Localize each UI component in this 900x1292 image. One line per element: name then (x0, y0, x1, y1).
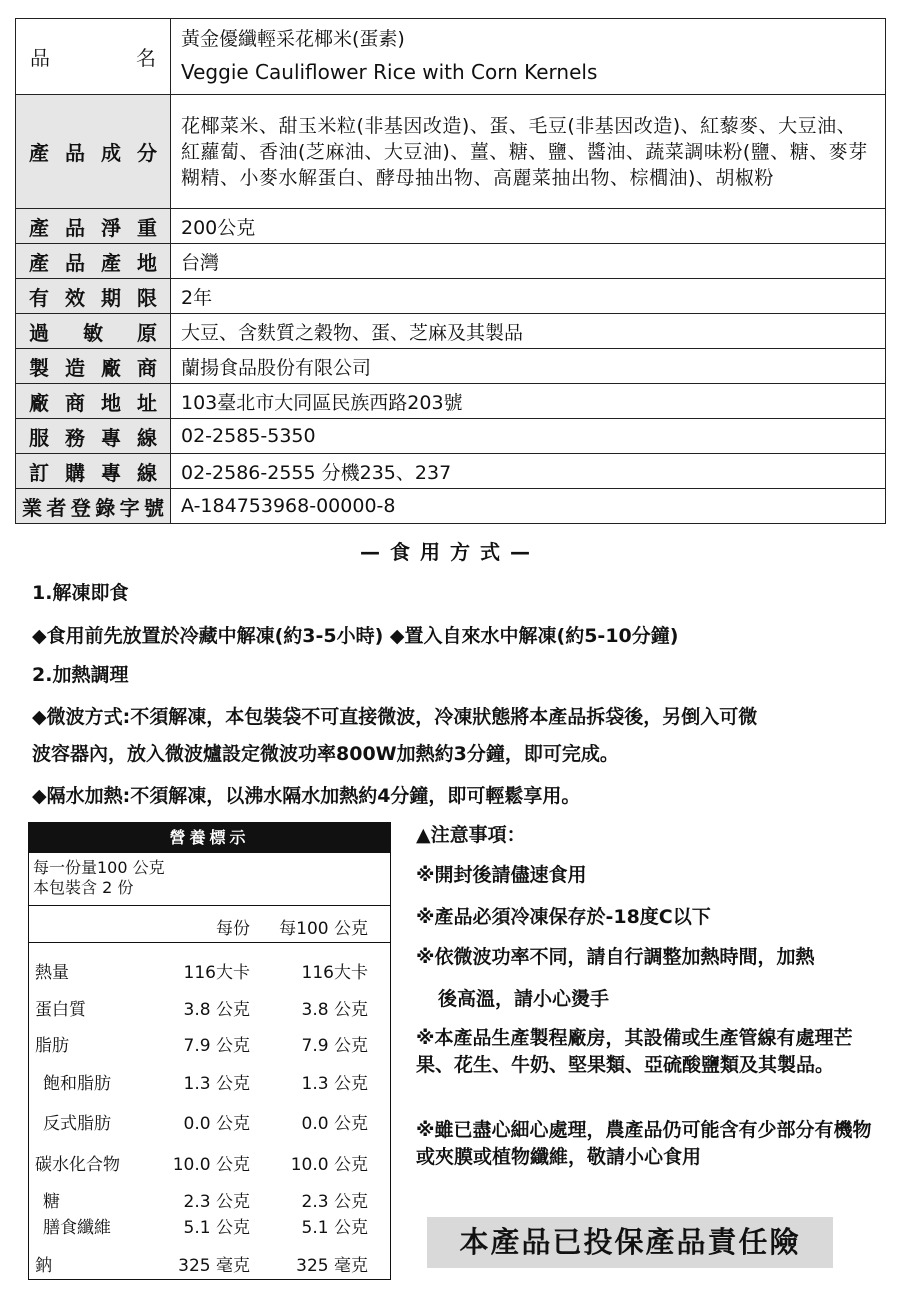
nutrition-title: 營養標示 (29, 823, 390, 853)
usage-title: —食用方式— (360, 540, 540, 564)
note-3a: ※依微波功率不同，請自行調整加熱時間，加熱 (416, 946, 815, 968)
nutrient-per-serving: 10.0 公克 (172, 1155, 250, 1175)
nutrient-name: 飽和脂肪 (43, 1074, 111, 1094)
serving-info (29, 853, 390, 906)
nutrition-row (29, 958, 390, 983)
note-1: ※開封後請儘速食用 (416, 864, 587, 886)
nutrient-per-serving: 7.9 公克 (183, 1036, 250, 1056)
usage-steam-line: ◆隔水加熱:不須解凍，以沸水隔水加熱約4分鐘，即可輕鬆享用。 (32, 785, 581, 807)
nutrient-per-100g: 116大卡 (301, 963, 368, 983)
nutrient-name: 碳水化合物 (35, 1155, 120, 1175)
notes-title: ▲注意事項： (416, 824, 526, 846)
maker-label: 製造廠商 (16, 349, 171, 384)
nutrient-name: 脂肪 (35, 1036, 69, 1056)
origin-value: 台灣 (171, 244, 886, 279)
shelf-life-label: 有效期限 (16, 279, 171, 314)
nutrition-row (29, 1251, 390, 1276)
order-line-value: 02-2586-2555 分機235、237 (171, 454, 886, 489)
product-name-en: Veggie Cauliflower Rice with Corn Kernels (181, 59, 598, 84)
usage-microwave-line-1: ◆微波方式:不須解凍，本包裝袋不可直接微波，冷凍狀態將本產品拆袋後，另倒入可微 (32, 706, 758, 728)
maker-value: 蘭揚食品股份有限公司 (171, 349, 886, 384)
usage-microwave-line-2: 波容器內，放入微波爐設定微波功率800W加熱約3分鐘，即可完成。 (32, 743, 619, 765)
nutrition-row (29, 1069, 390, 1094)
note-5: ※雖已盡心細心處理，農產品仍可能含有少部分有機物或夾膜或植物纖維，敬請小心食用 (416, 1119, 872, 1168)
nutrition-row (29, 1187, 390, 1212)
origin-label: 產品產地 (16, 244, 171, 279)
col-per-serving: 每份 (216, 919, 250, 939)
note-4: ※本產品生產製程廠房，其設備或生產管線有處理芒果、花生、牛奶、堅果類、亞硫酸鹽類及其製品。 (416, 1027, 853, 1076)
serving-size: 每一份量100 公克 (33, 858, 165, 877)
product-info-table (15, 18, 886, 524)
nutrient-per-100g: 3.8 公克 (301, 1000, 368, 1020)
product-name-zh: 黃金優纖輕采花椰米(蛋素) (181, 27, 405, 50)
nutrient-per-100g: 7.9 公克 (301, 1036, 368, 1056)
nutrient-per-100g: 5.1 公克 (301, 1218, 368, 1238)
address-label: 廠商地址 (16, 384, 171, 419)
usage-section-1-title: 1.解凍即食 (32, 582, 129, 604)
nutrition-facts-table (28, 822, 391, 1280)
nutrient-per-serving: 325 毫克 (178, 1256, 250, 1276)
nutrient-name: 膳食纖維 (43, 1218, 111, 1238)
nutrient-per-100g: 10.0 公克 (290, 1155, 368, 1175)
allergen-label: 過敏原 (16, 314, 171, 349)
shelf-life-value: 2年 (171, 279, 886, 314)
nutrient-per-100g: 2.3 公克 (301, 1192, 368, 1212)
nutrient-per-100g: 1.3 公克 (301, 1074, 368, 1094)
nutrient-name: 鈉 (35, 1256, 52, 1276)
address-value: 103臺北市大同區民族西路203號 (171, 384, 886, 419)
nutrient-name: 熱量 (35, 963, 69, 983)
nutrient-per-100g: 325 毫克 (296, 1256, 368, 1276)
service-line-label: 服務專線 (16, 419, 171, 454)
registration-value: A-184753968-00000-8 (171, 489, 886, 524)
col-per-100g: 每100 公克 (279, 919, 368, 939)
service-line-value: 02-2585-5350 (171, 419, 886, 454)
nutrition-row (29, 1150, 390, 1175)
order-line-label: 訂購專線 (16, 454, 171, 489)
nutrient-name: 蛋白質 (35, 1000, 86, 1020)
nutrition-row (29, 1031, 390, 1056)
weight-value: 200公克 (171, 209, 886, 244)
nutrient-per-serving: 3.8 公克 (183, 1000, 250, 1020)
nutrient-per-serving: 116大卡 (183, 963, 250, 983)
note-3b: 後高溫，請小心燙手 (438, 988, 610, 1010)
ingredients-label: 產品成分 (16, 95, 171, 209)
nutrition-row (29, 995, 390, 1020)
nutrient-per-serving: 2.3 公克 (183, 1192, 250, 1212)
nutrient-name: 反式脂肪 (43, 1114, 111, 1134)
insurance-banner: 本產品已投保產品責任險 (427, 1217, 833, 1268)
product-name (171, 19, 886, 95)
usage-section-2-title: 2.加熱調理 (32, 664, 129, 686)
ingredients-value: 花椰菜米、甜玉米粒(非基因改造)、蛋、毛豆(非基因改造)、紅藜麥、大豆油、紅蘿蔔、香油(芝麻油、大豆油)、薑、糖、鹽、醬油、蔬菜調味粉(鹽、糖、麥芽糊精、小麥水解蛋白、酵母抽出物、高麗菜抽出物、棕櫚油)、胡椒粉 (171, 95, 886, 209)
note-2: ※產品必須冷凍保存於-18度C以下 (416, 906, 711, 928)
name-label: 品名 (16, 19, 171, 95)
nutrient-per-100g: 0.0 公克 (301, 1114, 368, 1134)
servings-per-pack: 本包裝含 2 份 (33, 878, 134, 897)
usage-section-1-line: ◆食用前先放置於冷藏中解凍(約3-5小時) ◆置入自來水中解凍(約5-10分鐘) (32, 625, 679, 647)
nutrient-name: 糖 (43, 1192, 60, 1212)
nutrient-per-serving: 1.3 公克 (183, 1074, 250, 1094)
nutrition-column-header (29, 906, 390, 943)
allergen-value: 大豆、含麩質之穀物、蛋、芝麻及其製品 (171, 314, 886, 349)
nutrition-row (29, 1213, 390, 1238)
registration-label: 業者登錄字號 (16, 489, 171, 524)
weight-label: 產品淨重 (16, 209, 171, 244)
nutrient-per-serving: 0.0 公克 (183, 1114, 250, 1134)
nutrient-per-serving: 5.1 公克 (183, 1218, 250, 1238)
nutrition-row (29, 1109, 390, 1134)
